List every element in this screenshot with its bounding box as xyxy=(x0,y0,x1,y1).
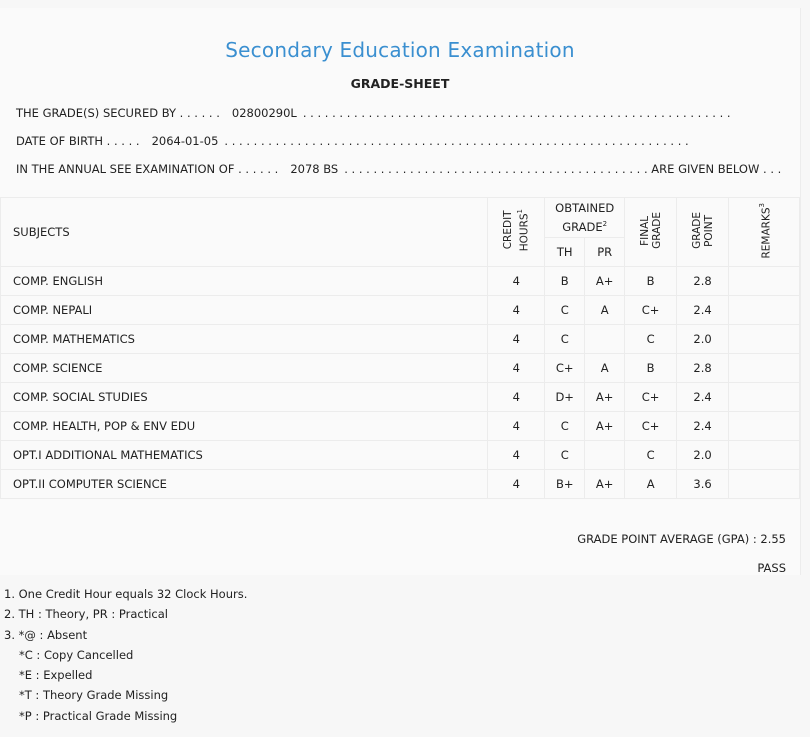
footnote: 3. *@ : Absent xyxy=(4,627,88,642)
table-row: OPT.II COMPUTER SCIENCE 4 B+ A+ A 3.6 xyxy=(1,470,800,499)
dots: . . . . . . . . . . . . . . . . . . . . . . . . . . . . . . . . . . . . . . . . . . . . . . . . . . . . . . . . . . . xyxy=(302,106,731,120)
info-exam xyxy=(16,162,781,176)
secured-by-label: THE GRADE(S) SECURED BY . . . . . . xyxy=(16,106,220,120)
header-subjects: SUBJECTS xyxy=(1,198,488,267)
header-credit-hours: CREDIT HOURS$^1$ xyxy=(488,198,545,267)
exam-label: IN THE ANNUAL SEE EXAMINATION OF . . . . . . xyxy=(16,162,279,176)
footnote: 2. TH : Theory, PR : Practical xyxy=(4,607,168,622)
table-row: COMP. NEPALI 4 C A C+ 2.4 xyxy=(1,296,800,325)
footnote: *E : Expelled xyxy=(19,668,93,683)
info-secured-by xyxy=(16,106,731,120)
footnotes xyxy=(4,584,247,726)
grade-sheet xyxy=(0,8,801,575)
header-remarks: REMARKS$^3$ xyxy=(729,198,800,267)
header-obtained-grade: OBTAINED GRADE$^2$ xyxy=(545,198,625,238)
gpa-label: GRADE POINT AVERAGE (GPA) : xyxy=(577,532,757,546)
result-status: PASS xyxy=(757,561,786,575)
dots: . . . . . . . . . . . . . . . . . . . . . . . . . . . . . . . . . . . . . . . . . . ARE GIVEN BELOW . . . xyxy=(344,162,782,176)
footnote: *C : Copy Cancelled xyxy=(19,647,134,662)
gpa-value: 2.55 xyxy=(760,532,786,546)
table-row: OPT.I ADDITIONAL MATHEMATICS 4 C C 2.0 xyxy=(1,441,800,470)
table-row: COMP. MATHEMATICS 4 C C 2.0 xyxy=(1,325,800,354)
page-title: Secondary Education Examination xyxy=(225,38,575,62)
gpa-line xyxy=(577,532,786,546)
table-row: COMP. SCIENCE 4 C+ A B 2.8 xyxy=(1,354,800,383)
footnote: 1. One Credit Hour equals 32 Clock Hours. xyxy=(4,587,248,601)
grades-table xyxy=(0,197,800,499)
footnote: *T : Theory Grade Missing xyxy=(19,688,169,703)
dots: . . . . . . . . . . . . . . . . . . . . . . . . . . . . . . . . . . . . . . . . . . . . . . . . . . . . . . . . . . . . . . . . xyxy=(224,134,689,148)
header-pr: PR xyxy=(585,238,625,267)
table-row: COMP. HEALTH, POP & ENV EDU 4 C A+ C+ 2.4 xyxy=(1,412,800,441)
footnote: *P : Practical Grade Missing xyxy=(19,708,178,723)
exam-year: 2078 BS xyxy=(290,162,339,176)
dob-value: 2064-01-05 xyxy=(151,134,219,148)
header-grade-point: GRADE POINT xyxy=(677,198,729,267)
info-dob xyxy=(16,134,689,148)
table-row: COMP. SOCIAL STUDIES 4 D+ A+ C+ 2.4 xyxy=(1,383,800,412)
header-th: TH xyxy=(545,238,585,267)
table-row: COMP. ENGLISH 4 B A+ B 2.8 xyxy=(1,267,800,296)
symbol-number: 02800290L xyxy=(231,106,297,120)
dob-label: DATE OF BIRTH . . . . . xyxy=(16,134,140,148)
header-final-grade: FINAL GRADE xyxy=(625,198,677,267)
page-subtitle: GRADE-SHEET xyxy=(350,76,450,91)
